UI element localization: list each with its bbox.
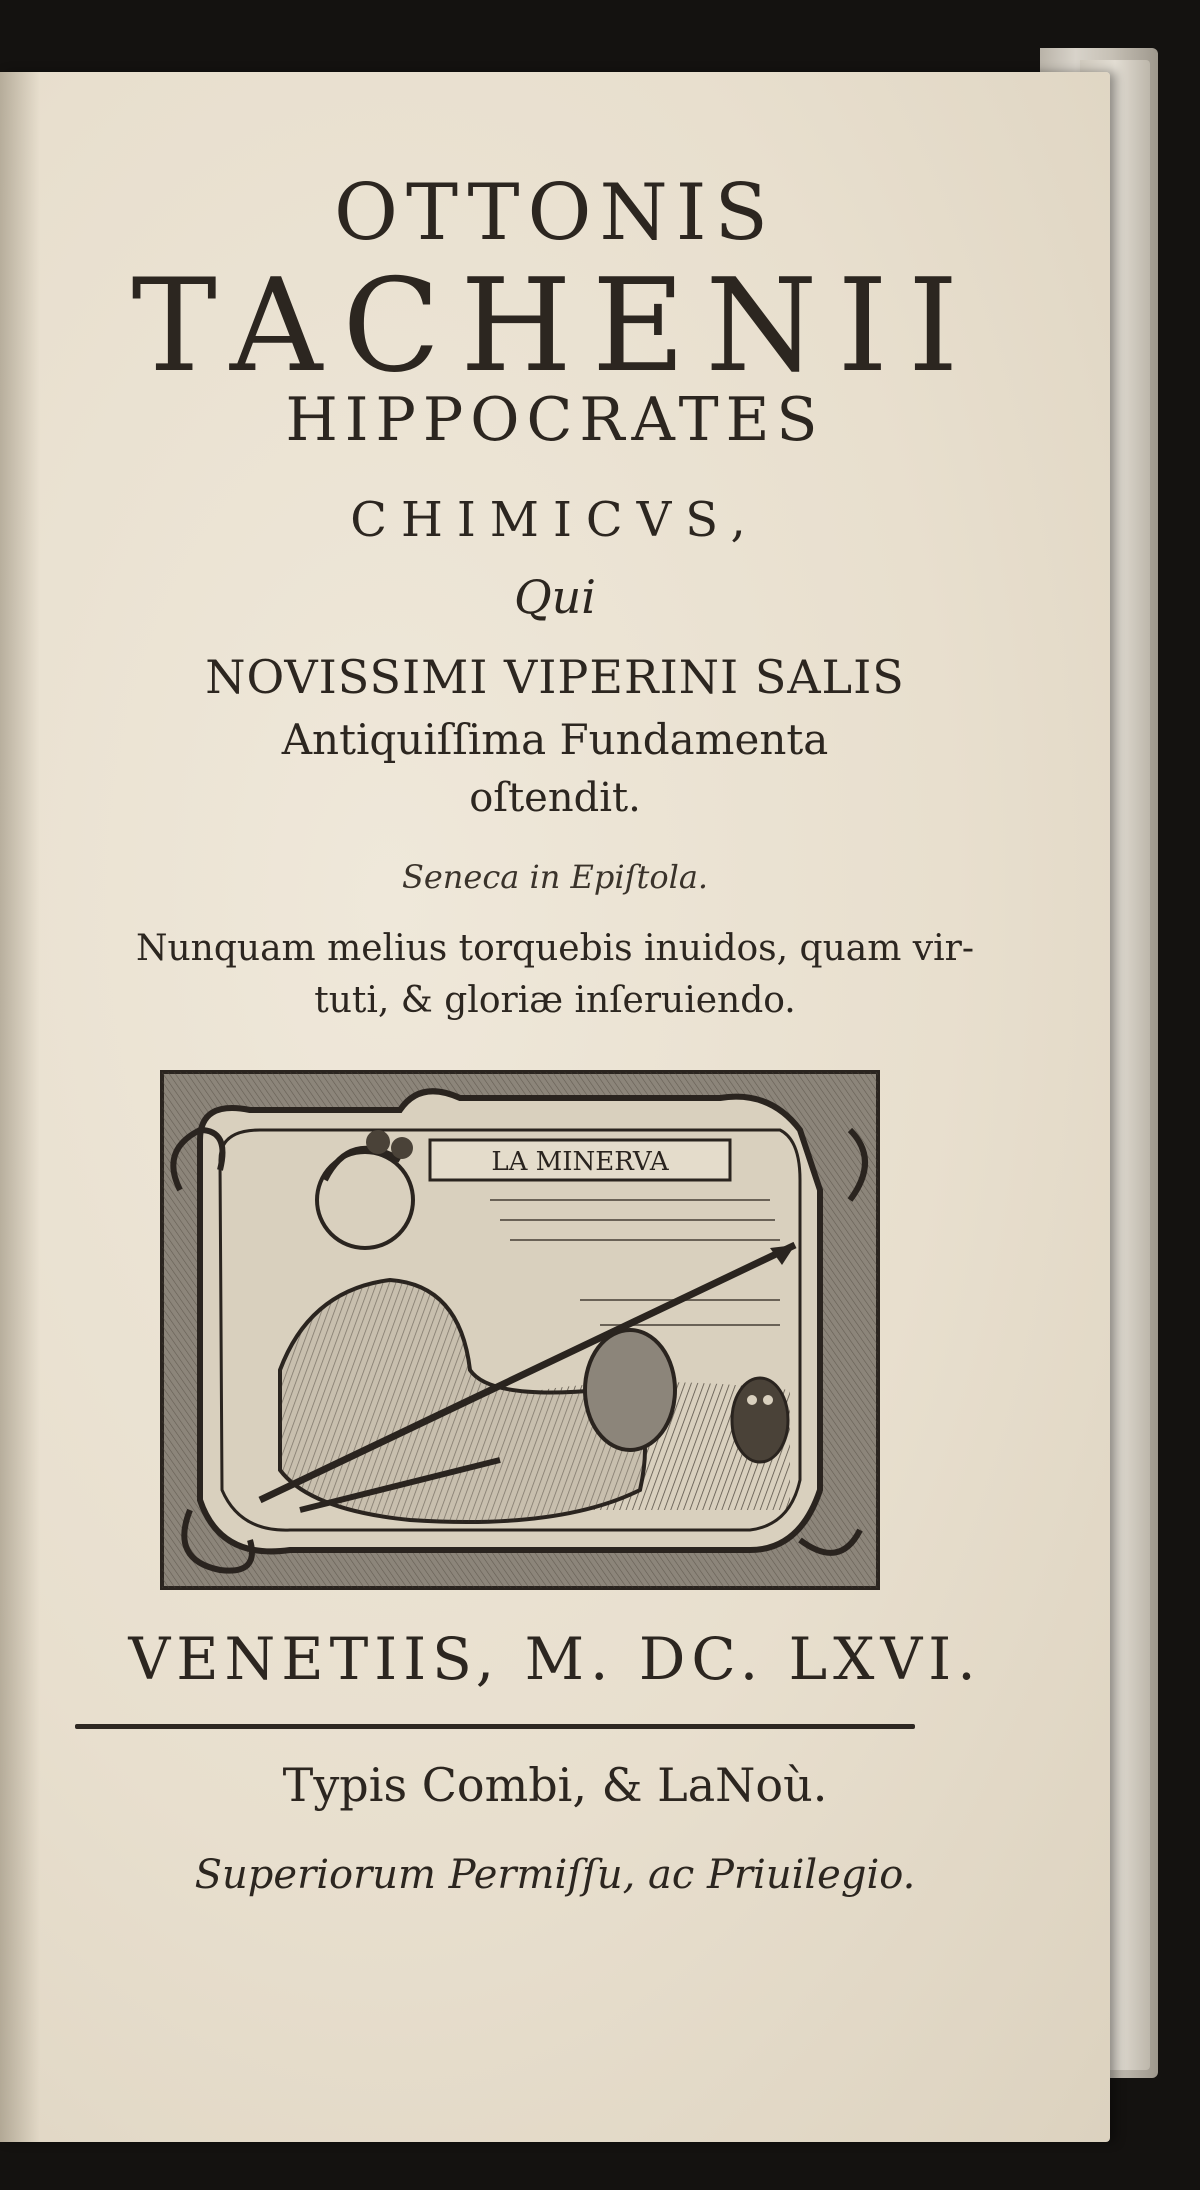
author-line-1: OTTONIS	[334, 168, 776, 258]
title-line-2: CHIMICVS,	[350, 492, 760, 548]
title-line-1: HIPPOCRATES	[285, 385, 825, 455]
subtitle-line-2: Antiquiſſima Fundamenta	[281, 715, 829, 764]
author-line-2: TACHENII	[131, 252, 979, 401]
epigraph-line-2: tuti, & gloriæ inſeruiendo.	[314, 980, 796, 1021]
epigraph-source: Seneca in Epiſtola.	[401, 858, 709, 896]
imprint-rule	[75, 1724, 915, 1729]
subtitle-line-3: oſtendit.	[469, 775, 641, 821]
epigraph-line-1: Nunquam melius torquebis inuidos, quam vir-	[135, 928, 975, 969]
printer-device-woodcut	[160, 1070, 880, 1590]
privilege-line: Superiorum Permiſſu, ac Priuilegio.	[194, 1852, 916, 1898]
printer-line: Typis Combi, & LaNoù.	[282, 1758, 828, 1812]
subtitle-line-1: NOVISSIMI VIPERINI SALIS	[205, 650, 905, 704]
qui-word: Qui	[513, 570, 597, 624]
device-label: LA MINERVA	[491, 1147, 669, 1177]
imprint-place-date: VENETIIS, M. DC. LXVI.	[128, 1625, 982, 1693]
